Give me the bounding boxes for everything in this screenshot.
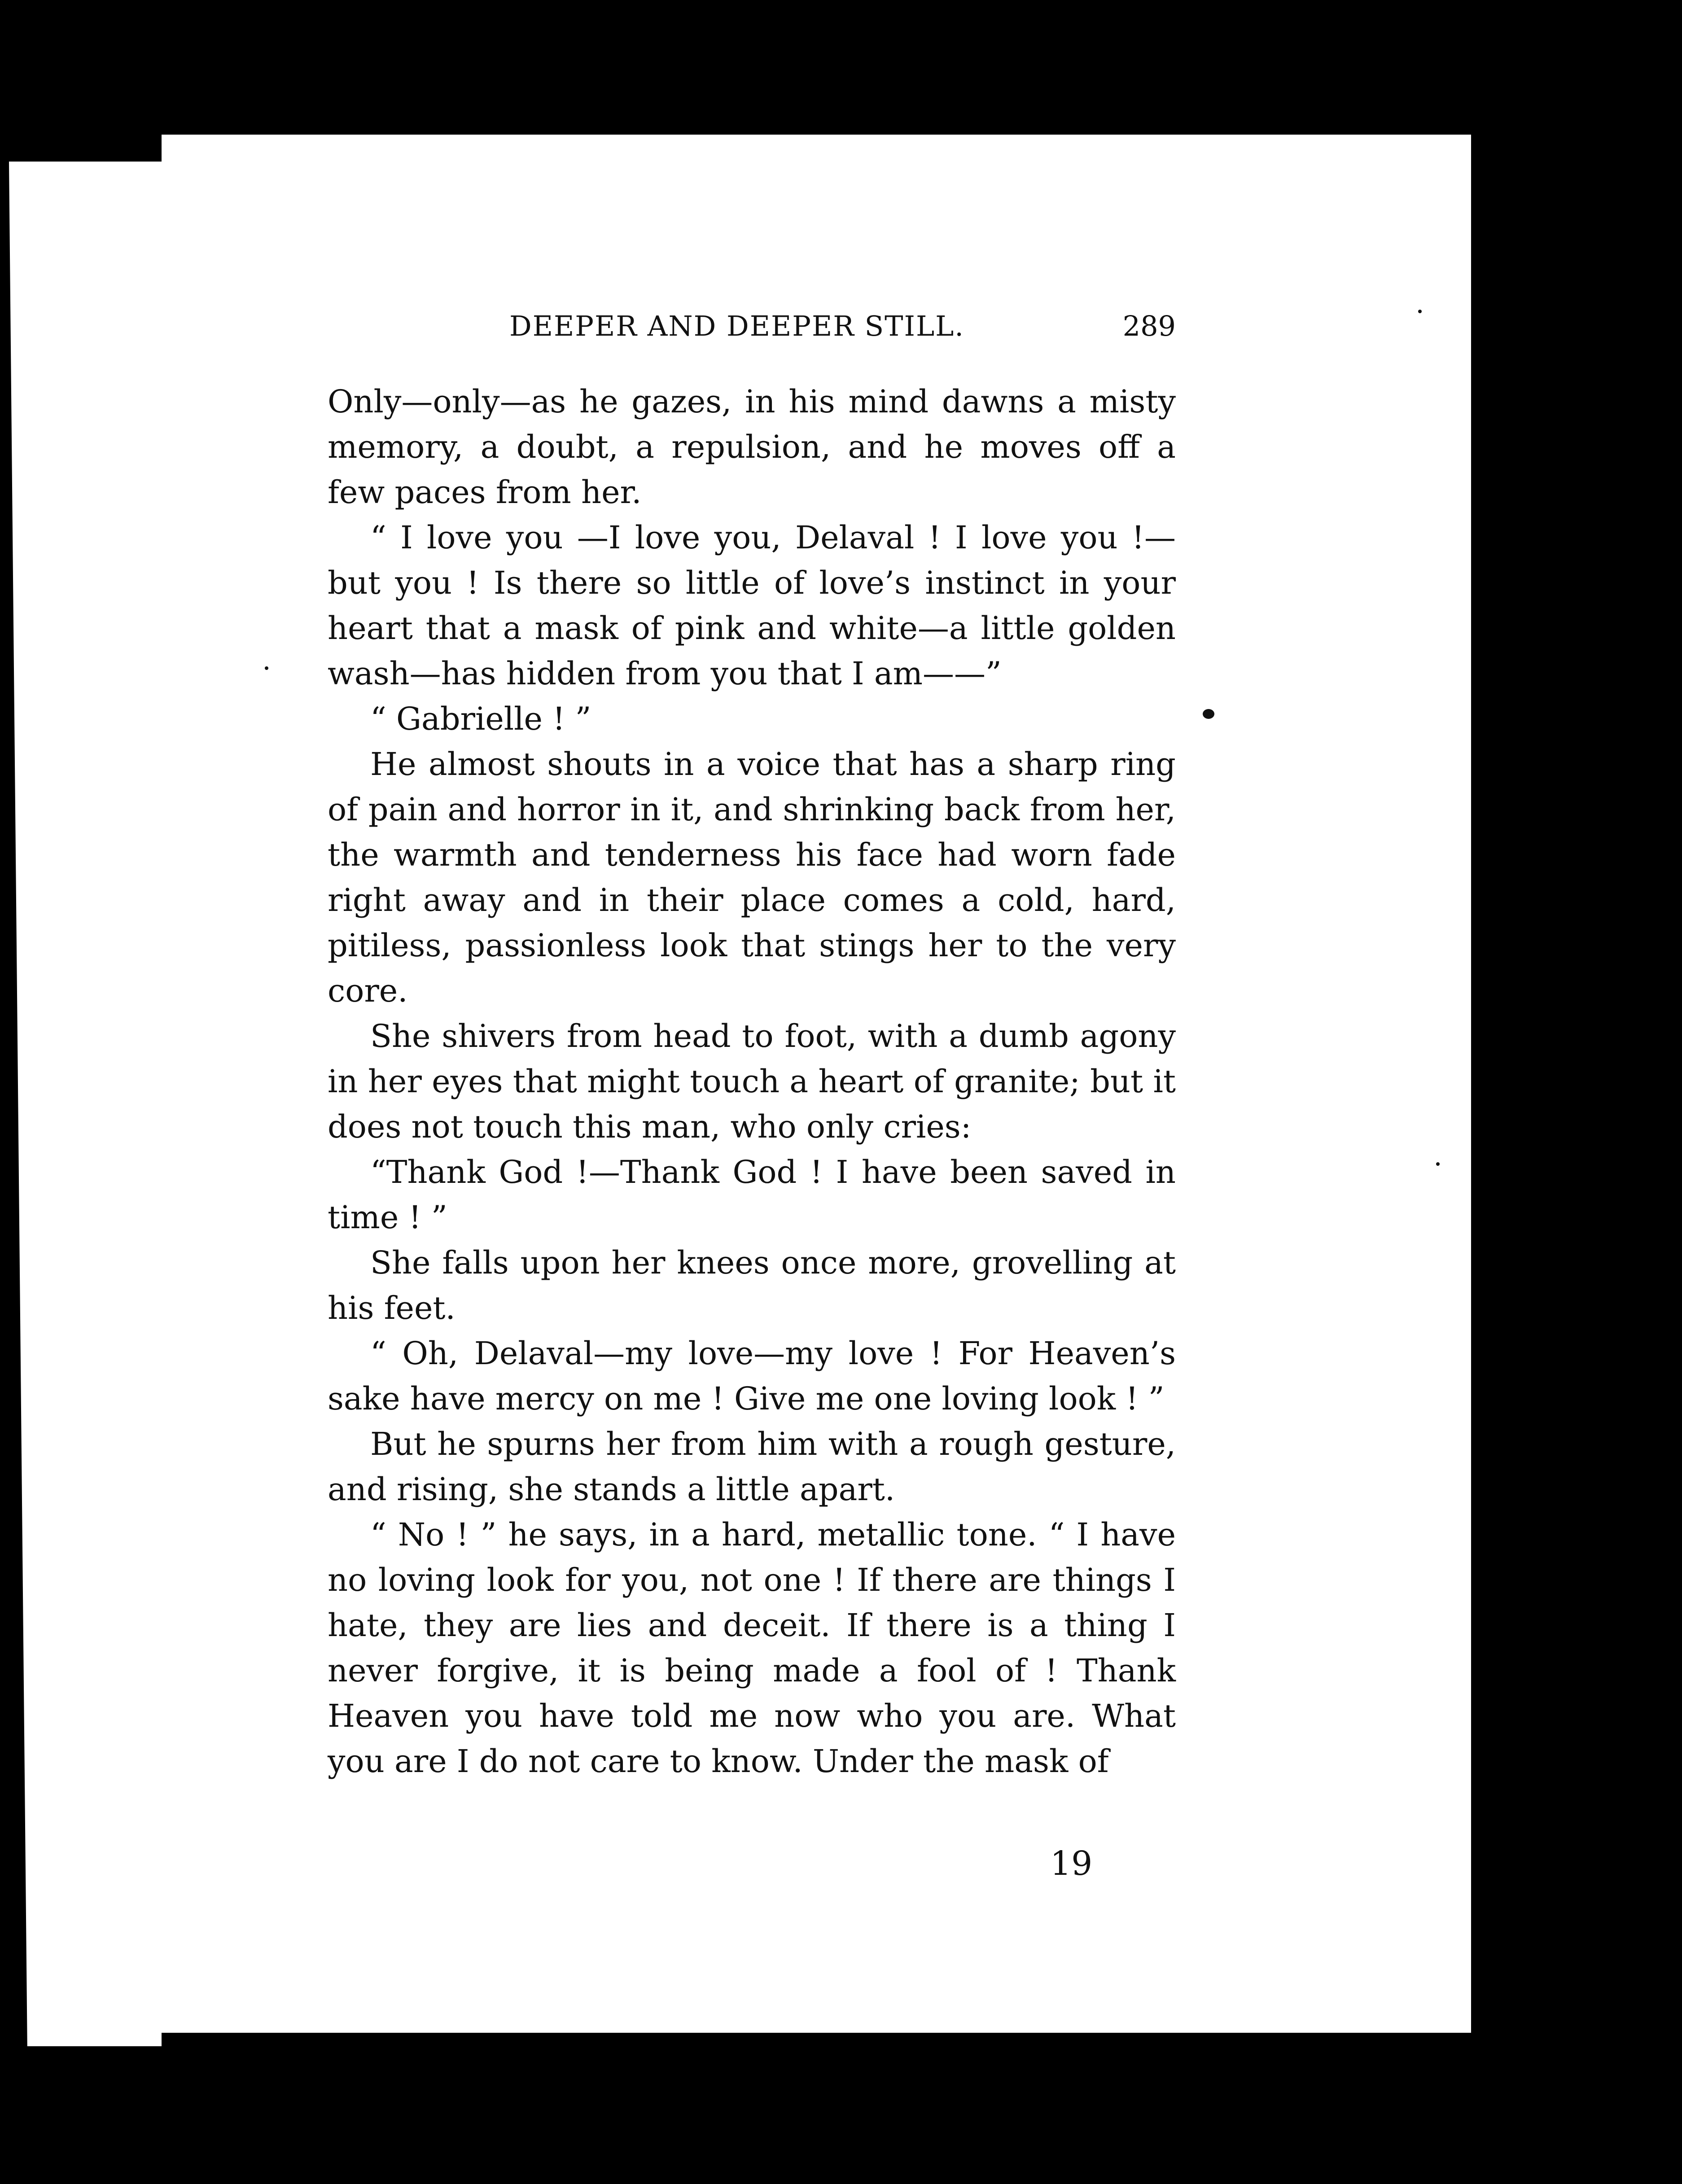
running-title: DEEPER AND DEEPER STILL. xyxy=(509,310,964,342)
ink-speck xyxy=(1203,709,1214,719)
paragraph: “ I love you —I love you, Delaval ! I love you !—but you ! Is there so little of love’s instinct in your heart that a mask of pink and white—a little golden wash—has hidden from you that I am——” xyxy=(328,519,1176,692)
body-text xyxy=(328,379,1176,1784)
paragraph: He almost shouts in a voice that has a sharp ring of pain and horror in it, and shrinking back from her, the warmth and tenderness his face had worn fade right away and in their place comes a cold, hard, pitiless, passionless look that stings her to the very core. xyxy=(328,746,1176,1009)
ink-speck xyxy=(1436,1162,1440,1166)
page-number: 289 xyxy=(1122,310,1176,342)
paragraph: She shivers from head to foot, with a dumb agony in her eyes that might touch a heart of granite; but it does not touch this man, who only cries: xyxy=(328,1018,1176,1145)
page-header xyxy=(350,310,1176,350)
paragraph: “ Gabrielle ! ” xyxy=(370,700,591,737)
ink-speck xyxy=(1418,310,1422,313)
paragraph: “Thank God !—Thank God ! I have been saved in time ! ” xyxy=(328,1154,1176,1236)
paragraph: She falls upon her knees once more, grovelling at his feet. xyxy=(328,1244,1176,1326)
paragraph: “ Oh, Delaval—my love—my love ! For Heaven’s sake have mercy on me ! Give me one loving look ! ” xyxy=(328,1335,1176,1417)
ink-speck xyxy=(265,666,268,670)
paragraph: “ No ! ” he says, in a hard, metallic tone. “ I have no loving look for you, not one ! If there are things I hate, they are lies and deceit. If there is a thing I never forgive, it is being made a fool of ! Thank Heaven you have told me now who you are. What you are I do not care to know. Under the mask of xyxy=(328,1516,1176,1780)
page-edge-left xyxy=(9,162,162,2046)
signature-mark: 19 xyxy=(1050,1844,1093,1883)
paragraph: Only—only—as he gazes, in his mind dawns a misty memory, a doubt, a repulsion, and he moves off a few paces from her. xyxy=(328,383,1176,511)
paragraph: But he spurns her from him with a rough gesture, and rising, she stands a little apart. xyxy=(328,1426,1176,1508)
